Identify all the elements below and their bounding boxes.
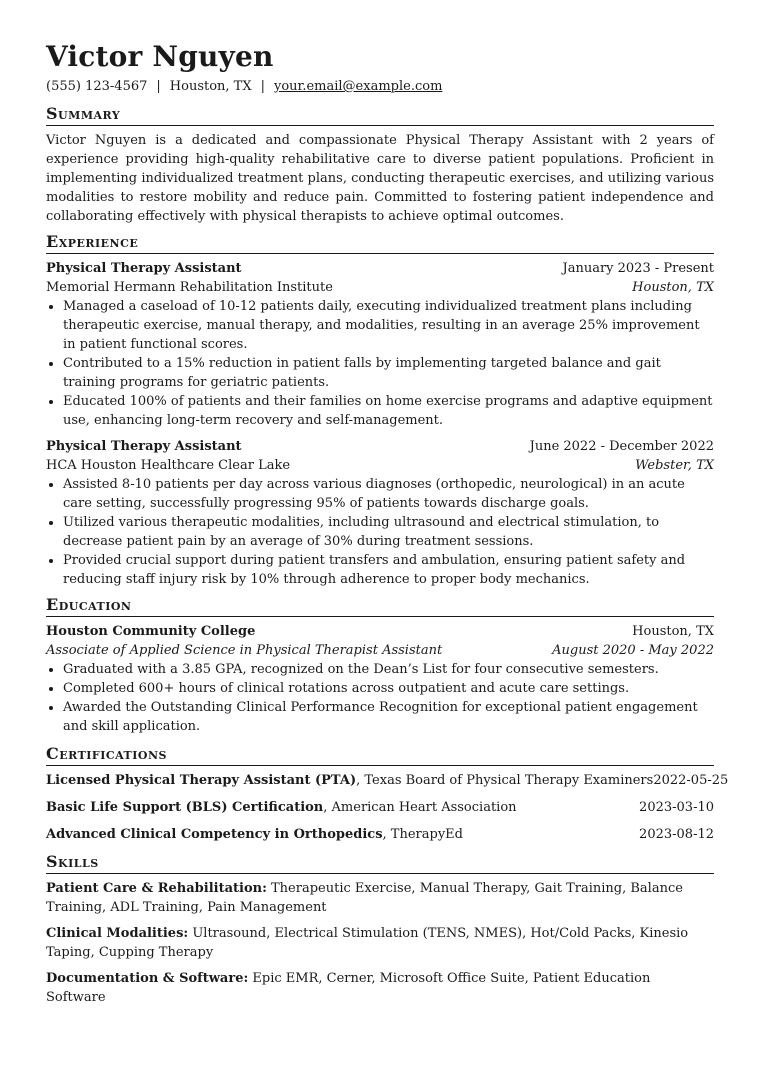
education-bullets: [46, 660, 714, 736]
list-item: • Assisted 8-10 patients per day across various diagnoses (orthopedic, neurological) in an acute care setting, successfully progressing 95% of patients towards discharge goals.: [63, 475, 714, 513]
section-title: Education: [46, 595, 714, 617]
job-entry: [46, 259, 714, 430]
list-item: • Utilized various therapeutic modalities, including ultrasound and electrical stimulation, to decrease patient pain by an average of 30% during treatment sessions.: [63, 513, 714, 551]
education-dates: August 2020 - May 2022: [552, 643, 714, 658]
skill-value: Ultrasound, Electrical Stimulation (TENS, NMES), Hot/Cold Packs, Kinesio Taping, Cupping Therapy: [46, 926, 689, 960]
school-name: Houston Community College: [46, 624, 256, 639]
summary-section: [46, 104, 714, 226]
skill-label: Clinical Modalities:: [46, 926, 189, 941]
cert-date: 2023-03-10: [639, 800, 714, 815]
skill-label: Patient Care & Rehabilitation:: [46, 881, 267, 896]
separator: |: [260, 79, 265, 94]
list-item: • Awarded the Outstanding Clinical Performance Recognition for exceptional patient engagement and skill application.: [63, 698, 714, 736]
education-section: [46, 595, 714, 736]
cert-issuer: , Texas Board of Physical Therapy Examiners: [356, 773, 654, 788]
cert-name: Licensed Physical Therapy Assistant (PTA): [46, 773, 357, 788]
skill-label: Documentation & Software:: [46, 971, 249, 986]
separator: |: [156, 79, 161, 94]
cert-issuer: , American Heart Association: [323, 800, 517, 815]
job-company: Memorial Hermann Rehabilitation Institute: [46, 280, 333, 295]
experience-section: [46, 232, 714, 589]
certification-entry: [46, 798, 714, 817]
school-location: Houston, TX: [632, 624, 714, 639]
list-item: • Educated 100% of patients and their families on home exercise programs and adaptive equipment use, enhancing long-term recovery and self-management.: [63, 392, 714, 430]
skill-entry: [46, 924, 714, 962]
section-title: Skills: [46, 852, 714, 874]
cert-date: 2023-08-12: [639, 827, 714, 842]
job-role: Physical Therapy Assistant: [46, 261, 242, 276]
list-item: • Managed a caseload of 10-12 patients daily, executing individualized treatment plans including therapeutic exercise, manual therapy, and modalities, resulting in an average 25% improvement in patient functional scores.: [63, 297, 714, 354]
cert-name: Advanced Clinical Competency in Orthopedics: [46, 827, 383, 842]
cert-name: Basic Life Support (BLS) Certification: [46, 800, 324, 815]
section-title: Certifications: [46, 744, 714, 766]
job-dates: June 2022 - December 2022: [529, 439, 714, 454]
summary-text: Victor Nguyen is a dedicated and compassionate Physical Therapy Assistant with 2 years of experience providing high-quality rehabilitative care to diverse patient populations. Proficient in implementing individualized treatment plans, conducting therapeutic exercises, and utilizing various modalities to restore mobility and reduce pain. Committed to fostering patient independence and collaborating effectively with physical therapists to achieve optimal outcomes.: [46, 133, 714, 224]
job-company: HCA Houston Healthcare Clear Lake: [46, 458, 291, 473]
degree: Associate of Applied Science in Physical Therapist Assistant: [46, 643, 443, 658]
candidate-name: Victor Nguyen: [46, 40, 274, 73]
job-location: Houston, TX: [632, 280, 714, 295]
skill-value: Epic EMR, Cerner, Microsoft Office Suite, Patient Education Software: [46, 971, 651, 1005]
email-link[interactable]: your.email@example.com: [274, 79, 443, 94]
list-item: • Provided crucial support during patient transfers and ambulation, ensuring patient safety and reducing staff injury risk by 10% through adherence to proper body mechanics.: [63, 551, 714, 589]
phone: (555) 123-4567: [46, 79, 148, 94]
cert-date: 2022-05-25: [653, 773, 729, 788]
contact-line: [46, 78, 714, 96]
certification-entry: [46, 825, 714, 844]
skills-section: [46, 852, 714, 1007]
job-bullets: [46, 297, 714, 430]
list-item: • Completed 600+ hours of clinical rotations across outpatient and acute care settings.: [63, 679, 714, 698]
skill-entry: [46, 879, 714, 917]
cert-issuer: , TherapyEd: [382, 827, 463, 842]
job-location: Webster, TX: [635, 458, 714, 473]
job-dates: January 2023 - Present: [562, 261, 714, 276]
certification-entry: [46, 771, 729, 790]
list-item: • Graduated with a 3.85 GPA, recognized on the Dean’s List for four consecutive semesters.: [63, 660, 714, 679]
skill-value: Therapeutic Exercise, Manual Therapy, Gait Training, Balance Training, ADL Training, Pain Management: [46, 881, 683, 915]
list-item: • Contributed to a 15% reduction in patient falls by implementing targeted balance and gait training programs for geriatric patients.: [63, 354, 714, 392]
job-bullets: [46, 475, 714, 589]
section-title: Summary: [46, 104, 714, 126]
skill-entry: [46, 969, 714, 1007]
job-entry: [46, 437, 714, 589]
certifications-section: [46, 744, 729, 844]
section-title: Experience: [46, 232, 714, 254]
location: Houston, TX: [169, 79, 252, 94]
job-role: Physical Therapy Assistant: [46, 439, 242, 454]
